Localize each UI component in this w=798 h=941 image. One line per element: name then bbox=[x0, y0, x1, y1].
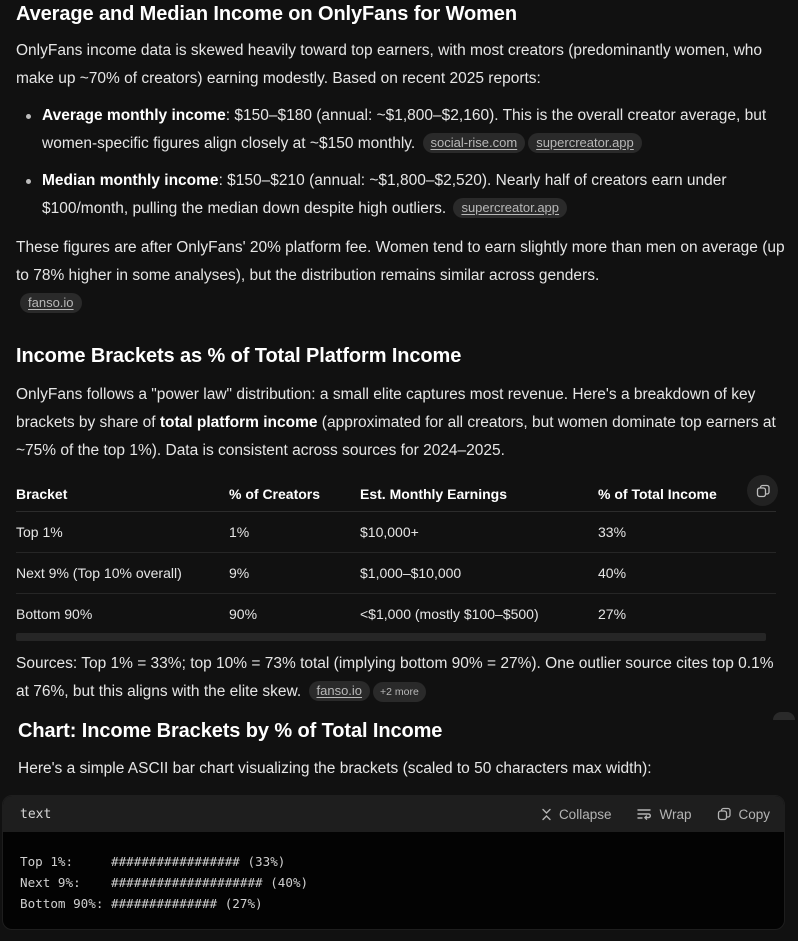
table-row bbox=[16, 553, 776, 594]
code-line-next-9: Next 9%: #################### (40%) bbox=[20, 875, 309, 890]
cell-total-income: 40% bbox=[598, 553, 776, 594]
copy-icon bbox=[717, 807, 731, 821]
code-line-bottom-90: Bottom 90%: ############## (27%) bbox=[20, 896, 263, 911]
cell-creators: 90% bbox=[229, 606, 258, 622]
table-header-row bbox=[16, 477, 776, 512]
list-item-average bbox=[42, 102, 792, 158]
column-header-bracket: Bracket bbox=[16, 477, 229, 512]
source-chip-fanso[interactable]: fanso.io bbox=[20, 293, 82, 313]
scroll-indicator[interactable] bbox=[773, 712, 795, 720]
bullet-label: Median monthly income bbox=[42, 172, 219, 189]
collapse-icon bbox=[541, 808, 552, 821]
intro-text: OnlyFans follows a "power law" distribution: a small elite captures most revenue. Here's a breakdown of key brackets by share of bbox=[16, 386, 756, 431]
wrap-icon bbox=[637, 808, 652, 820]
income-bullet-list bbox=[16, 102, 792, 232]
cell-earnings: $10,000+ bbox=[360, 512, 598, 553]
code-block-header bbox=[3, 796, 784, 832]
brackets-intro-paragraph bbox=[16, 381, 786, 465]
note-text: These figures are after OnlyFans' 20% platform fee. Women tend to earn slightly more than men on average (up to 78% higher in some analyses), but the distribution remains similar across genders. bbox=[16, 239, 785, 284]
section-heading-chart: Chart: Income Brackets by % of Total Income bbox=[18, 720, 443, 742]
source-chip-supercreator[interactable]: supercreator.app bbox=[528, 133, 642, 153]
sources-text: Sources: Top 1% = 33%; top 10% = 73% total (implying bottom 90% = 27%). One outlier source cites top 0.1% at 76%, but this aligns with the elite skew. bbox=[16, 655, 774, 700]
collapse-button[interactable] bbox=[541, 807, 612, 822]
column-header-earnings: Est. Monthly Earnings bbox=[360, 477, 598, 512]
cell-earnings: $1,000–$10,000 bbox=[360, 553, 598, 594]
intro-text: (approximated for all creators, but women dominate top earners at ~75% of the top 1%). Data is consistent across sources for 2024–2025. bbox=[16, 414, 776, 459]
source-chip-fanso[interactable]: fanso.io bbox=[309, 681, 371, 701]
cell-earnings: <$1,000 (mostly $100–$500) bbox=[360, 606, 539, 622]
copy-icon bbox=[756, 484, 770, 498]
copy-label: Copy bbox=[738, 806, 770, 822]
section-heading-income-brackets: Income Brackets as % of Total Platform Income bbox=[16, 345, 462, 367]
note-paragraph bbox=[16, 234, 786, 318]
bullet-label: Average monthly income bbox=[42, 107, 226, 124]
code-content bbox=[3, 832, 784, 914]
section-heading-average-median: Average and Median Income on OnlyFans for Women bbox=[16, 3, 517, 25]
cell-bracket: Next 9% (Top 10% overall) bbox=[16, 553, 229, 594]
copy-table-button[interactable] bbox=[747, 475, 778, 506]
code-language-label: text bbox=[20, 806, 52, 822]
table-row bbox=[16, 512, 776, 553]
cell-bracket: Bottom 90% bbox=[16, 606, 93, 622]
collapse-label: Collapse bbox=[558, 806, 612, 822]
bullet-text: : $150–$210 (annual: ~$1,800–$2,520). Nearly half of creators earn under $100/month, pulling the median down despite high outliers. bbox=[42, 172, 727, 217]
table-row bbox=[16, 594, 776, 635]
column-header-total-income: % of Total Income bbox=[598, 477, 776, 512]
more-sources-chip[interactable]: +2 more bbox=[373, 682, 426, 702]
cell-total-income: 33% bbox=[598, 512, 776, 553]
chart-intro-paragraph: Here's a simple ASCII bar chart visualizing the brackets (scaled to 50 characters max width): bbox=[18, 760, 652, 777]
wrap-button[interactable] bbox=[637, 807, 691, 822]
sources-paragraph bbox=[16, 650, 786, 706]
wrap-label: Wrap bbox=[659, 806, 692, 822]
copy-code-button[interactable] bbox=[717, 807, 770, 822]
cell-total-income: 27% bbox=[598, 606, 627, 622]
intro-paragraph: OnlyFans income data is skewed heavily toward top earners, with most creators (predominantly women, who make up ~70% of creators) earning modestly. Based on recent 2025 reports: bbox=[16, 42, 763, 87]
column-header-creators: % of Creators bbox=[229, 477, 360, 512]
list-item-median bbox=[42, 167, 792, 223]
cell-creators: 1% bbox=[229, 512, 360, 553]
table-horizontal-scrollbar[interactable] bbox=[16, 633, 766, 641]
cell-bracket: Top 1% bbox=[16, 512, 229, 553]
source-chip-supercreator[interactable]: supercreator.app bbox=[453, 198, 567, 218]
source-chip-social-rise[interactable]: social-rise.com bbox=[423, 133, 526, 153]
code-line-top-1: Top 1%: ################# (33%) bbox=[20, 854, 286, 869]
code-block bbox=[2, 795, 785, 930]
bullet-text: : $150–$180 (annual: ~$1,800–$2,160). This is the overall creator average, but women-specific figures align closely at ~$150 monthly. bbox=[42, 107, 767, 152]
cell-creators: 9% bbox=[229, 553, 360, 594]
income-brackets-table bbox=[16, 477, 776, 634]
intro-bold-text: total platform income bbox=[159, 414, 318, 431]
